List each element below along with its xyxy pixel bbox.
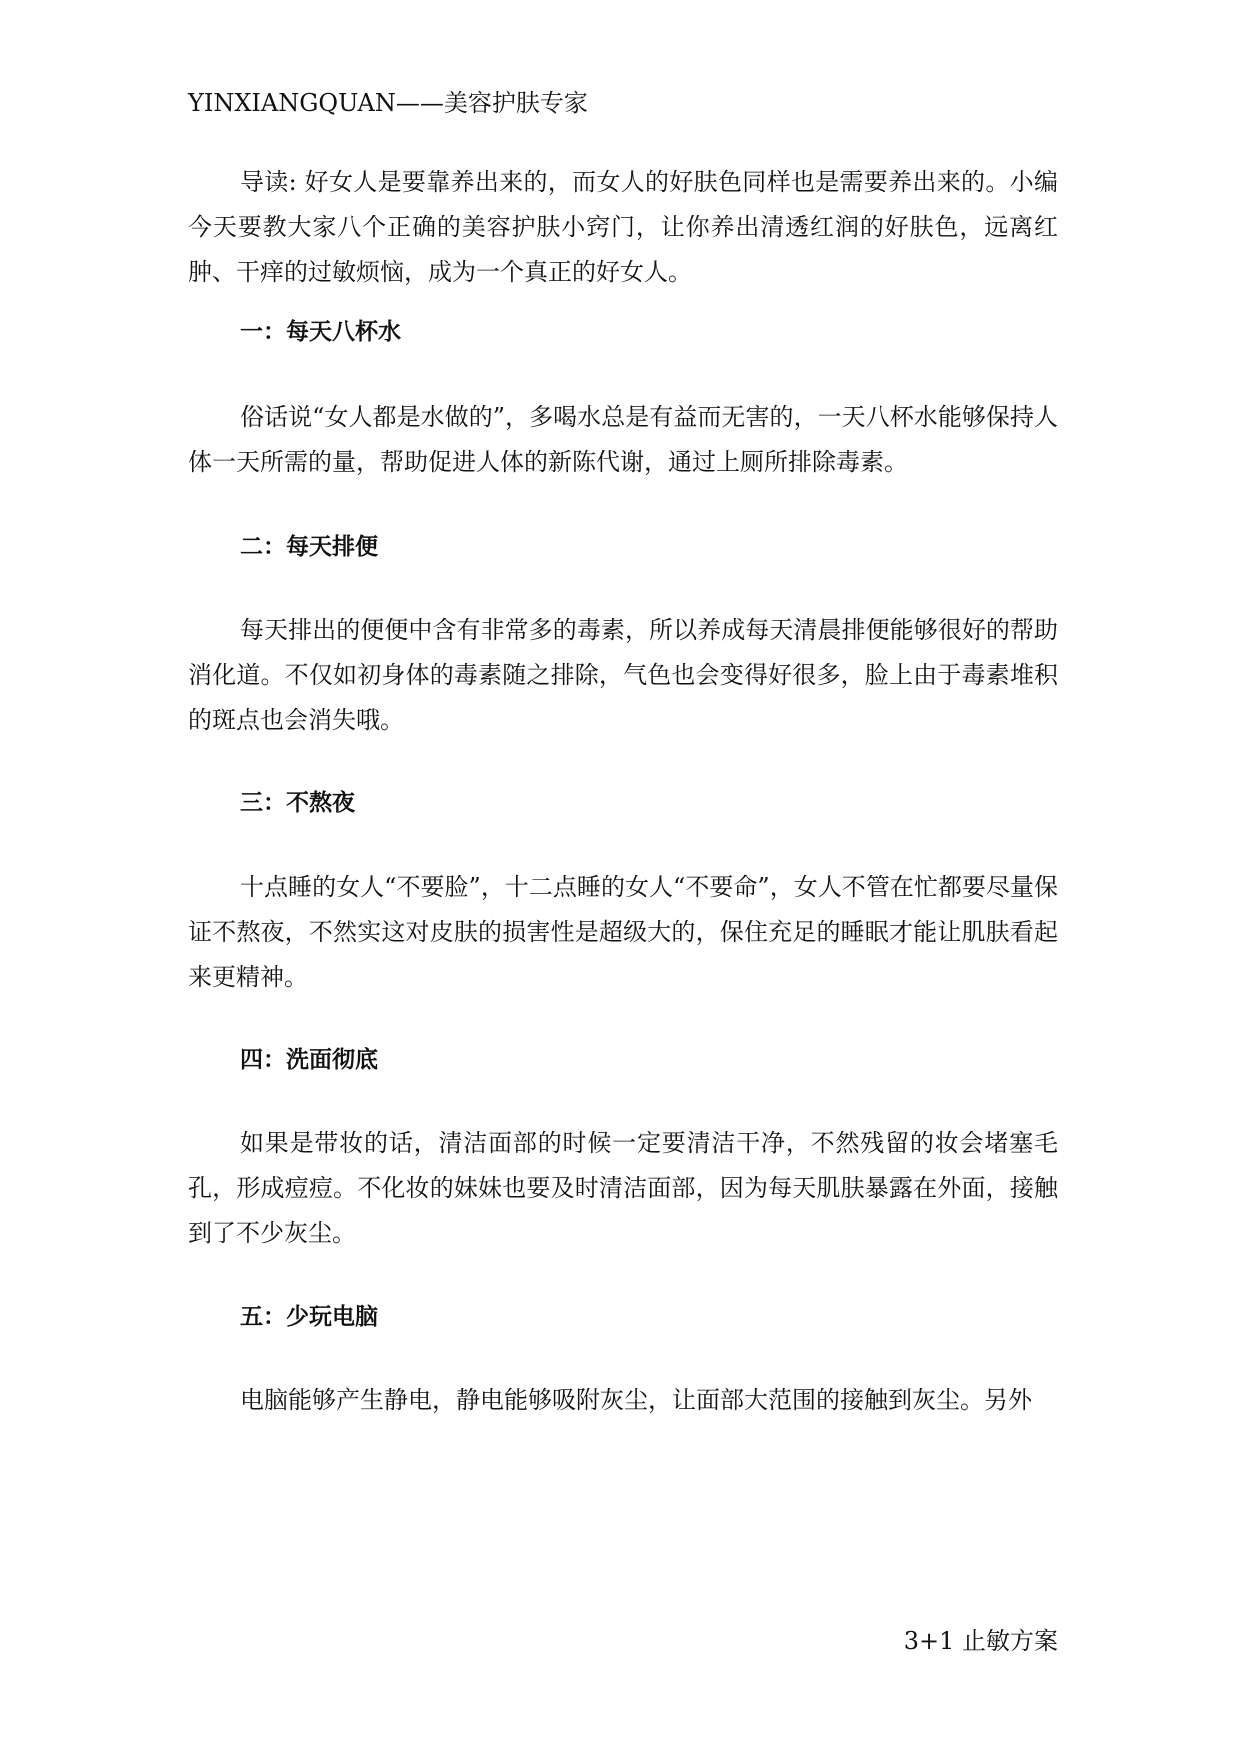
- section-heading-5: 五：少玩电脑: [240, 1304, 378, 1330]
- section-body-5: 电脑能够产生静电，静电能够吸附灰尘，让面部大范围的接触到灰尘。另外: [240, 1386, 1032, 1414]
- page-footer: 3+1 止敏方案: [903, 1627, 1058, 1655]
- section-heading-3: 三：不熬夜: [240, 790, 355, 816]
- section-heading-2: 二：每天排便: [240, 534, 378, 560]
- page-header: YINXIANGQUAN——美容护肤专家: [188, 89, 588, 117]
- section-body-4: 如果是带妆的话，清洁面部的时候一定要清洁干净，不然残留的妆会堵塞毛孔，形成痘痘。不化妆的妹妹也要及时清洁面部，因为每天肌肤暴露在外面，接触到了不少灰尘。: [188, 1129, 1058, 1247]
- section-body-3: 十点睡的女人“不要脸”，十二点睡的女人“不要命”，女人不管在忙都要尽量保证不熬夜，不然实这对皮肤的损害性是超级大的，保住充足的睡眠才能让肌肤看起来更精神。: [188, 873, 1058, 991]
- section-body-2: 每天排出的便便中含有非常多的毒素，所以养成每天清晨排便能够很好的帮助消化道。不仅如初身体的毒素随之排除，气色也会变得好很多，脸上由于毒素堆积的斑点也会消失哦。: [188, 616, 1058, 734]
- section-heading-4: 四：洗面彻底: [240, 1047, 378, 1073]
- intro-paragraph: 导读: 好女人是要靠养出来的，而女人的好肤色同样也是需要养出来的。小编今天要教大家八个正确的美容护肤小窍门，让你养出清透红润的好肤色，远离红肿、干痒的过敏烦恼，成为一个真正的好女人。: [188, 168, 1058, 286]
- section-body-1: 俗话说“女人都是水做的”，多喝水总是有益而无害的，一天八杯水能够保持人体一天所需的量，帮助促进人体的新陈代谢，通过上厕所排除毒素。: [188, 403, 1058, 476]
- section-heading-1: 一：每天八杯水: [240, 319, 401, 345]
